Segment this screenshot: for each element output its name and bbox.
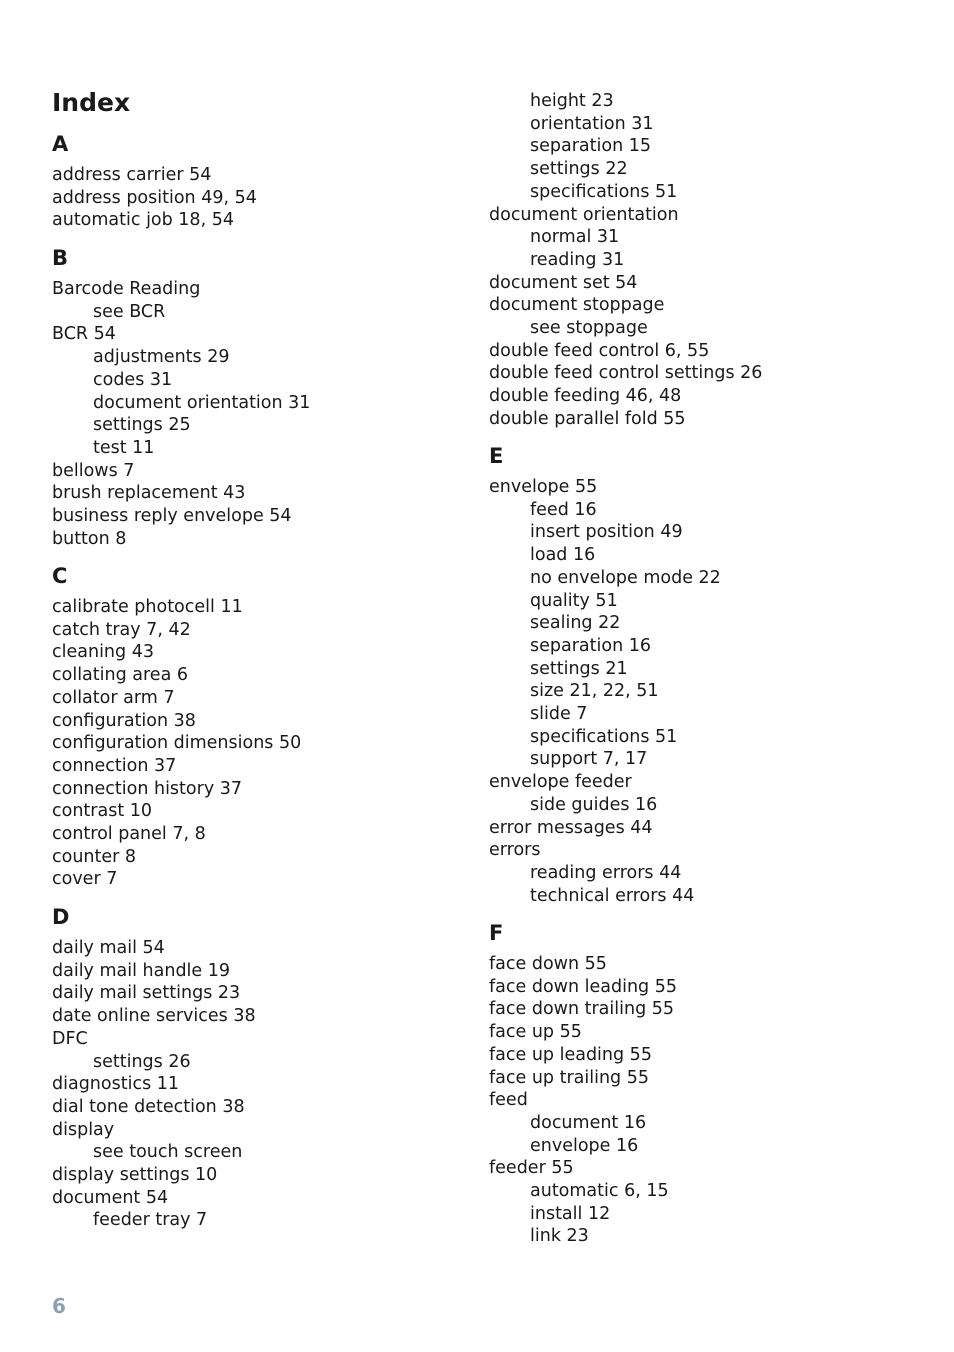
index-subentry: height 23 [530,91,614,111]
index-entry: face up 55 [489,1022,582,1043]
index-entry: control panel 7, 8 [52,824,206,844]
section-letter-f: F [489,921,504,945]
index-entry: display settings 10 [52,1165,218,1185]
index-entry: document orientation [489,204,679,225]
index-entry: envelope feeder [489,772,632,793]
index-subentry: normal 31 [530,227,620,248]
index-entry: document stoppage [489,295,665,316]
page-number: 6 [52,1294,66,1318]
index-entry: document set 54 [489,272,638,293]
index-entry: date online services 38 [52,1006,256,1027]
index-subentry: specifications 51 [530,726,678,747]
index-entry: automatic job 18, 54 [52,210,234,231]
index-entry: feed [489,1090,528,1111]
index-entry: envelope 55 [489,477,598,497]
index-entry: collating area 6 [52,665,188,686]
index-entry: address carrier 54 [52,165,212,185]
index-entry: configuration 38 [52,710,196,731]
index-subentry: settings 26 [93,1051,191,1072]
index-subentry: quality 51 [530,590,618,611]
section-letter-e: E [489,444,504,468]
index-subentry: specifications 51 [530,181,678,202]
index-subentry: document 16 [530,1112,647,1133]
index-entry: daily mail 54 [52,938,165,958]
index-entry: face down 55 [489,954,607,974]
index-entry: button 8 [52,528,127,549]
index-subentry: reading errors 44 [530,862,682,883]
index-entry: error messages 44 [489,817,653,838]
index-subentry: codes 31 [93,369,173,390]
index-entry: face down leading 55 [489,976,677,997]
index-subentry: see touch screen [93,1142,243,1163]
index-entry: brush replacement 43 [52,483,246,504]
section-letter-d: D [52,905,70,929]
index-subentry: test 11 [93,437,155,458]
index-subentry: sealing 22 [530,613,621,634]
index-subentry: load 16 [530,545,596,566]
index-entry: daily mail handle 19 [52,960,231,981]
index-entry: calibrate photocell 11 [52,597,243,617]
index-entry: Barcode Reading [52,279,201,299]
index-entry: collator arm 7 [52,687,175,708]
index-entry: double parallel fold 55 [489,408,686,429]
index-entry: daily mail settings 23 [52,983,241,1004]
index-entry: feeder 55 [489,1158,574,1179]
index-entry: display [52,1119,115,1140]
index-subentry: settings 25 [93,415,191,436]
index-subentry: see stoppage [530,318,648,338]
index-subentry: size 21, 22, 51 [530,681,659,702]
index-entry: business reply envelope 54 [52,506,292,526]
index-subentry: support 7, 17 [530,749,648,770]
index-entry: bellows 7 [52,460,135,481]
index-subentry: link 23 [530,1226,589,1247]
index-subentry: see BCR [93,301,166,322]
section-letter-a: A [52,132,69,156]
index-subentry: feed 16 [530,499,597,520]
index-entry: BCR 54 [52,324,116,345]
index-subentry: settings 21 [530,658,628,679]
index-subentry: reading 31 [530,249,625,270]
index-subentry: envelope 16 [530,1135,639,1156]
index-entry: catch tray 7, 42 [52,619,191,640]
index-subentry: separation 16 [530,635,651,656]
index-entry: connection history 37 [52,778,243,799]
index-entry: cover 7 [52,869,118,890]
index-subentry: adjustments 29 [93,347,230,368]
index-entry: double feed control settings 26 [489,363,763,384]
index-subentry: technical errors 44 [530,885,695,906]
index-entry: face up leading 55 [489,1044,652,1065]
index-entry: configuration dimensions 50 [52,733,302,754]
index-subentry: side guides 16 [530,794,658,815]
index-subentry: automatic 6, 15 [530,1181,669,1201]
index-entry: diagnostics 11 [52,1074,180,1095]
index-entry: document 54 [52,1187,169,1208]
index-entry: counter 8 [52,846,137,867]
index-entry: connection 37 [52,755,177,776]
index-entry: double feeding 46, 48 [489,386,682,407]
index-subentry: install 12 [530,1203,611,1224]
index-subentry: settings 22 [530,159,628,180]
index-subentry: feeder tray 7 [93,1210,208,1231]
index-entry: errors [489,840,541,861]
index-subentry: slide 7 [530,704,588,724]
index-subentry: document orientation 31 [93,392,311,413]
index-entry: cleaning 43 [52,642,154,663]
index-subentry: insert position 49 [530,522,683,543]
index-entry: contrast 10 [52,801,153,822]
index-entry: double feed control 6, 55 [489,340,710,361]
index-subentry: separation 15 [530,136,651,157]
index-entry: dial tone detection 38 [52,1096,245,1117]
index-entry: DFC [52,1028,88,1049]
index-entry: address position 49, 54 [52,187,257,208]
section-letter-b: B [52,246,69,270]
section-letter-c: C [52,564,68,588]
page-title: Index [52,88,131,117]
index-entry: face down trailing 55 [489,999,675,1020]
index-subentry: orientation 31 [530,113,654,134]
index-subentry: no envelope mode 22 [530,567,721,588]
index-entry: face up trailing 55 [489,1067,649,1088]
